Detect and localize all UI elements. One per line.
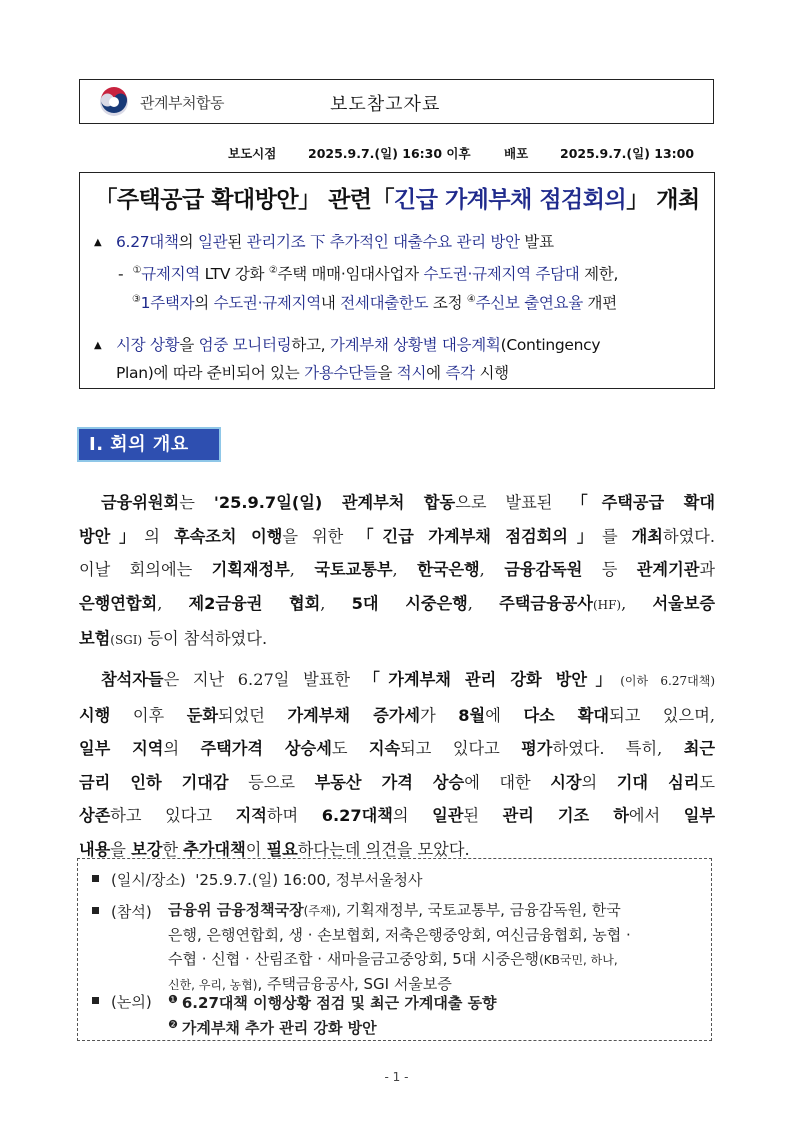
headline-highlight: 긴급 가계부채 점검회의 [394,187,627,213]
meeting-info-box [77,858,712,1041]
text: Plan)에 따라 준비되어 있는 [116,364,305,382]
headline [80,181,714,214]
info-row-agenda [92,991,701,1037]
text: 가용수단들 [304,364,378,382]
text: 조정 [428,294,467,312]
agenda-list [168,989,701,1039]
text: 규제지역 [141,265,200,283]
text: 가계부채 상황별 대응계획 [329,336,501,354]
paragraph-line: 은행연합회, 제2금융권 협회, 5대 시중은행, 주택금융공사(HF), 서울보증 [79,593,716,613]
paragraph-line: 금리 인하 기대감 등으로 부동산 가격 상승에 대한 시장의 기대 심리도 [79,772,715,792]
text: 엄중 모니터링 [198,336,292,354]
release-info [228,144,694,162]
header-box [79,79,714,124]
summary-box [79,172,715,389]
paragraph-line: 참석자들은 지난 6.27일 발표한 「가계부채 관리 강화 방안」(이하 6.27대책) [101,670,716,689]
paragraph-line: 시행 이후 둔화되었던 가계부채 증가세가 8월에 다소 확대되고 있으며, [79,705,715,725]
distribution-value: 2025.9.7.(일) 13:00 [560,146,695,161]
paragraph-2 [79,663,715,866]
paragraph-line: 이날 회의에는 기획재정부, 국토교통부, 한국은행, 금융감독원 등 관계기관과 [79,560,715,579]
text: 즉각 [445,364,475,382]
square-bullet-icon [92,997,99,1004]
host-name: 금융위 금융정책국장 [168,901,304,919]
text: 1주택자 [140,294,195,312]
info-label: (참석) [111,903,152,921]
text: 수도권·규제지역 주담대 [423,265,580,283]
host-note: (주재) [303,904,337,918]
circled-number: ② [268,265,278,276]
text: 수도권·규제지역 [213,294,321,312]
summary-bullet-1 [94,230,554,252]
section-title: Ⅰ. 회의 개요 [77,427,221,462]
text: 을 [377,364,397,382]
text: 전세대출한도 [340,294,429,312]
square-bullet-icon [92,907,99,914]
text: 개편 [582,294,617,312]
text: 6.27대책 [116,233,179,251]
info-label: (논의) [111,993,152,1011]
text: 내 [320,294,341,312]
paragraph-line: 내용을 보강한 추가대책이 필요하다는데 의견을 모았다. [79,839,470,859]
text: 일관 [197,233,228,251]
dash: - [118,265,124,283]
text: (Contingency [500,336,601,354]
text: 신한, 우리, 농협) [168,978,258,992]
paragraph-line: 방안」의 후속조치 이행을 위한 「긴급 가계부채 점검회의」를 개최하였다. [79,526,715,546]
text: 관리기조 下 추가적인 대출수요 관리 방안 [246,233,520,251]
org-name: 관계부처합동 [140,94,224,112]
circled-number: ④ [466,294,476,305]
paragraph-line: 상존하고 있다고 지적하며 6.27대책의 일관된 관리 기조 하에서 일부 [79,806,715,825]
text: 의 [178,233,198,251]
text: 적시 [396,364,427,382]
info-value: '25.9.7.(일) 16:00, 정부서울청사 [195,871,423,889]
text: , 기획재정부, 국토교통부, 금융감독원, 한국 [336,901,621,919]
summary-sub-2 [132,291,617,313]
triangle-bullet-icon: ▲ [94,237,102,248]
triangle-bullet-icon: ▲ [94,340,102,351]
circled-number: ③ [132,294,141,305]
text: 은행, 은행연합회, 생 · 손보협회, 저축은행중앙회, 여신금융협회, 농협 · [168,926,631,944]
info-row-attendees [92,901,701,991]
paragraph-1 [79,486,715,658]
distribution-label: 배포 [504,146,529,161]
paragraph-line: 일부 지역의 주택가격 상승세도 지속되고 있다고 평가하였다. 특히, 최근 [79,739,715,758]
embargo-label: 보도시점 [228,146,277,161]
text: 시장 상황 [116,336,180,354]
paragraph-line: 보험(SGI) 등이 참석하였다. [79,629,268,648]
text: 주택 매매·임대사업자 [277,265,424,283]
paragraph-line: 금융위원회는 '25.9.7일(일) 관계부처 합동으로 발표된 「주택공급 확대 [101,493,715,512]
circled-number: ① [132,265,142,276]
text: 주신보 출연요율 [475,294,583,312]
doc-type: 보도참고자료 [330,94,441,115]
info-label: (일시/장소) [111,871,186,889]
text: LTV 강화 [199,265,269,283]
text: 제한, [579,265,619,283]
square-bullet-icon [92,875,99,882]
text: 시행 [474,364,509,382]
text: 된 [227,233,247,251]
text: , 주택금융공사, SGI 서울보증 [257,975,452,993]
attendee-list [168,898,701,997]
info-row-datetime [92,869,701,890]
circled-number-icon: ❶ [168,993,178,1006]
text: (KB국민, 하나, [539,953,618,967]
embargo-value: 2025.9.7.(일) 16:30 이후 [308,146,471,161]
taegeuk-logo-icon [98,86,130,118]
summary-sub-1 [118,262,618,284]
text: 하고, [291,336,330,354]
summary-bullet-2-cont [116,361,509,383]
headline-part1: 「주택공급 확대방안」 관련「 [94,187,395,213]
text: 의 [194,294,214,312]
page-number: - 1 - [384,1070,409,1084]
agenda-item: 6.27대책 이행상황 점검 및 최근 가계대출 동향 [181,994,497,1012]
text: 수협 · 신협 · 산림조합 · 새마을금고중앙회, 5대 시중은행 [168,950,540,968]
headline-part2: 」 개최 [626,187,700,213]
circled-number-icon: ❷ [168,1018,178,1031]
text: 에 [426,364,446,382]
summary-bullet-2 [94,333,600,355]
text: 발표 [519,233,554,251]
text: 을 [179,336,199,354]
agenda-item: 가계부채 추가 관리 강화 방안 [181,1019,377,1037]
